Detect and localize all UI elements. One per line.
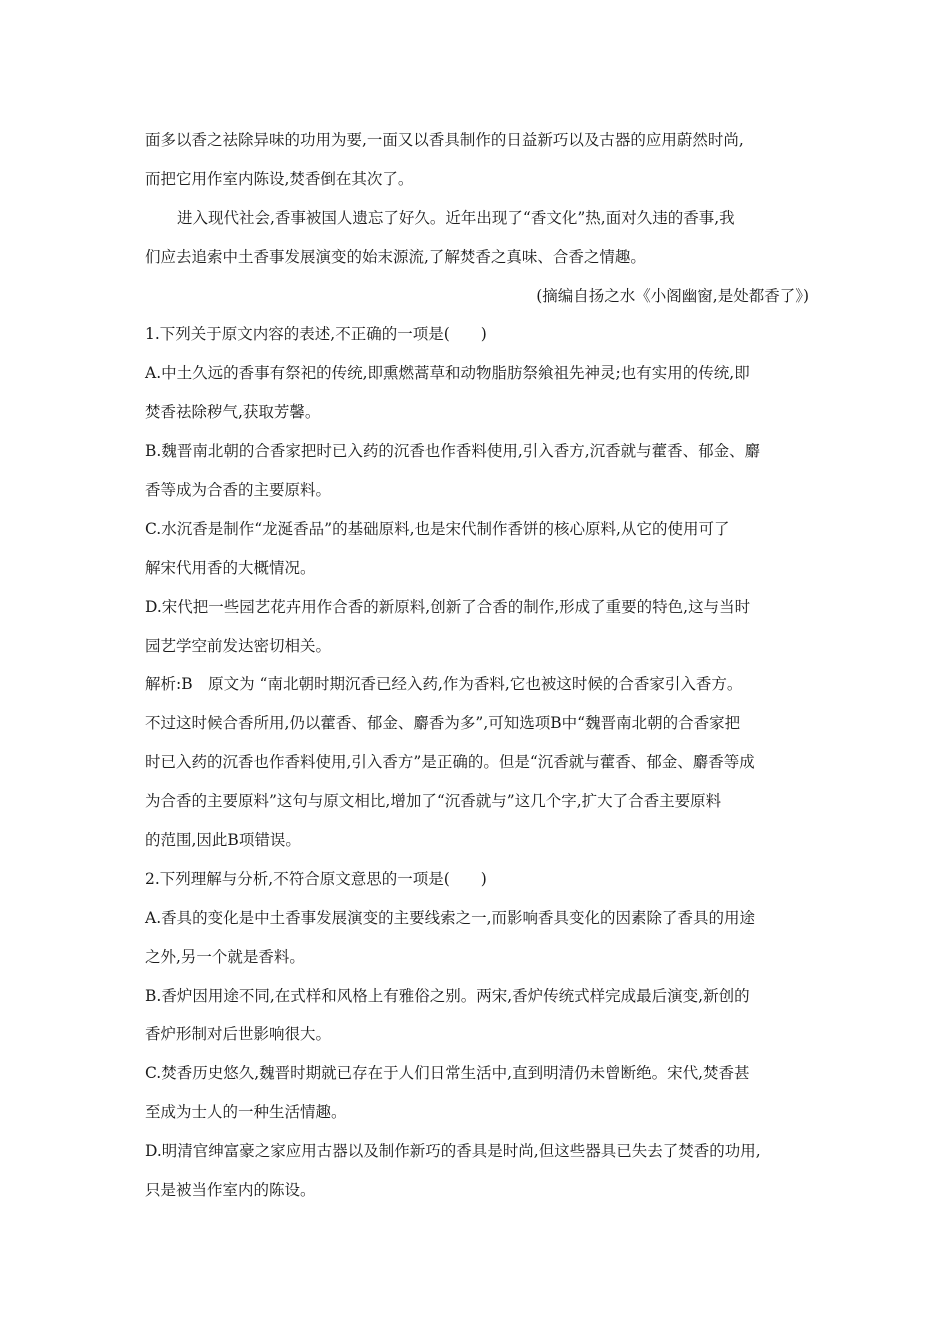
analysis-line: 解析:B 原文为 “南北朝时期沉香已经入药,作为香料,它也被这时候的合香家引入香方。	[145, 675, 743, 694]
option-c-line: C.水沉香是制作“龙涎香品”的基础原料,也是宋代制作香饼的核心原料,从它的使用可了	[145, 519, 730, 538]
source-citation: (摘编自扬之水《小阁幽窗,是处都香了》)	[536, 286, 809, 305]
option-a-line: 之外,另一个就是香料。	[145, 947, 305, 966]
question-stem: 1.下列关于原文内容的表述,不正确的一项是( )	[145, 325, 487, 344]
option-a-line: 焚香祛除秽气,获取芳馨。	[145, 403, 321, 422]
option-c-line: 解宋代用香的大概情况。	[145, 558, 316, 577]
option-d-line: D.明清官绅富豪之家应用古器以及制作新巧的香具是时尚,但这些器具已失去了焚香的功用,	[145, 1142, 761, 1161]
question-2	[145, 860, 815, 1210]
option-b-line: B.魏晋南北朝的合香家把时已入药的沉香也作香料使用,引入香方,沉香就与藿香、郁金、麝	[145, 442, 761, 461]
analysis-line: 的范围,因此B项错误。	[145, 831, 301, 850]
option-d-line: D.宋代把一些园艺花卉用作合香的新原料,创新了合香的制作,形成了重要的特色,这与当时	[145, 597, 751, 616]
option-a-line: A.中土久远的香事有祭祀的传统,即熏燃蒿草和动物脂肪祭飨祖先神灵;也有实用的传统,即	[145, 364, 750, 383]
analysis-line: 不过这时候合香所用,仍以藿香、郁金、麝香为多”,可知选项B中“魏晋南北朝的合香家把	[145, 714, 741, 733]
option-c-line: C.焚香历史悠久,魏晋时期就已存在于人们日常生活中,直到明清仍未曾断绝。宋代,焚香甚	[145, 1064, 750, 1083]
analysis-line: 时已入药的沉香也作香料使用,引入香方”是正确的。但是“沉香就与藿香、郁金、麝香等成	[145, 753, 755, 772]
option-b-line: 香等成为合香的主要原料。	[145, 481, 332, 500]
option-d-line: 只是被当作室内的陈设。	[145, 1181, 316, 1200]
passage-line: 进入现代社会,香事被国人遗忘了好久。近年出现了“香文化”热,面对久违的香事,我	[177, 208, 735, 227]
option-a-line: A.香具的变化是中土香事发展演变的主要线索之一,而影响香具变化的因素除了香具的用途	[145, 908, 756, 927]
question-1	[145, 315, 815, 859]
option-d-line: 园艺学空前发达密切相关。	[145, 636, 332, 655]
option-c-line: 至成为士人的一种生活情趣。	[145, 1103, 347, 1122]
passage-line: 面多以香之祛除异味的功用为要,一面又以香具制作的日益新巧以及古器的应用蔚然时尚,	[145, 131, 744, 149]
analysis-line: 为合香的主要原料”这句与原文相比,增加了“沉香就与”这几个字,扩大了合香主要原料	[145, 792, 722, 811]
option-b-line: B.香炉因用途不同,在式样和风格上有雅俗之别。两宋,香炉传统式样完成最后演变,新创的	[145, 986, 750, 1005]
passage-line: 而把它用作室内陈设,焚香倒在其次了。	[145, 169, 414, 188]
passage	[145, 121, 815, 315]
passage-line: 们应去追索中土香事发展演变的始末源流,了解焚香之真味、合香之情趣。	[145, 247, 646, 266]
question-stem: 2.下列理解与分析,不符合原文意思的一项是( )	[145, 869, 487, 888]
document-body	[145, 121, 815, 1210]
option-b-line: 香炉形制对后世影响很大。	[145, 1025, 332, 1044]
